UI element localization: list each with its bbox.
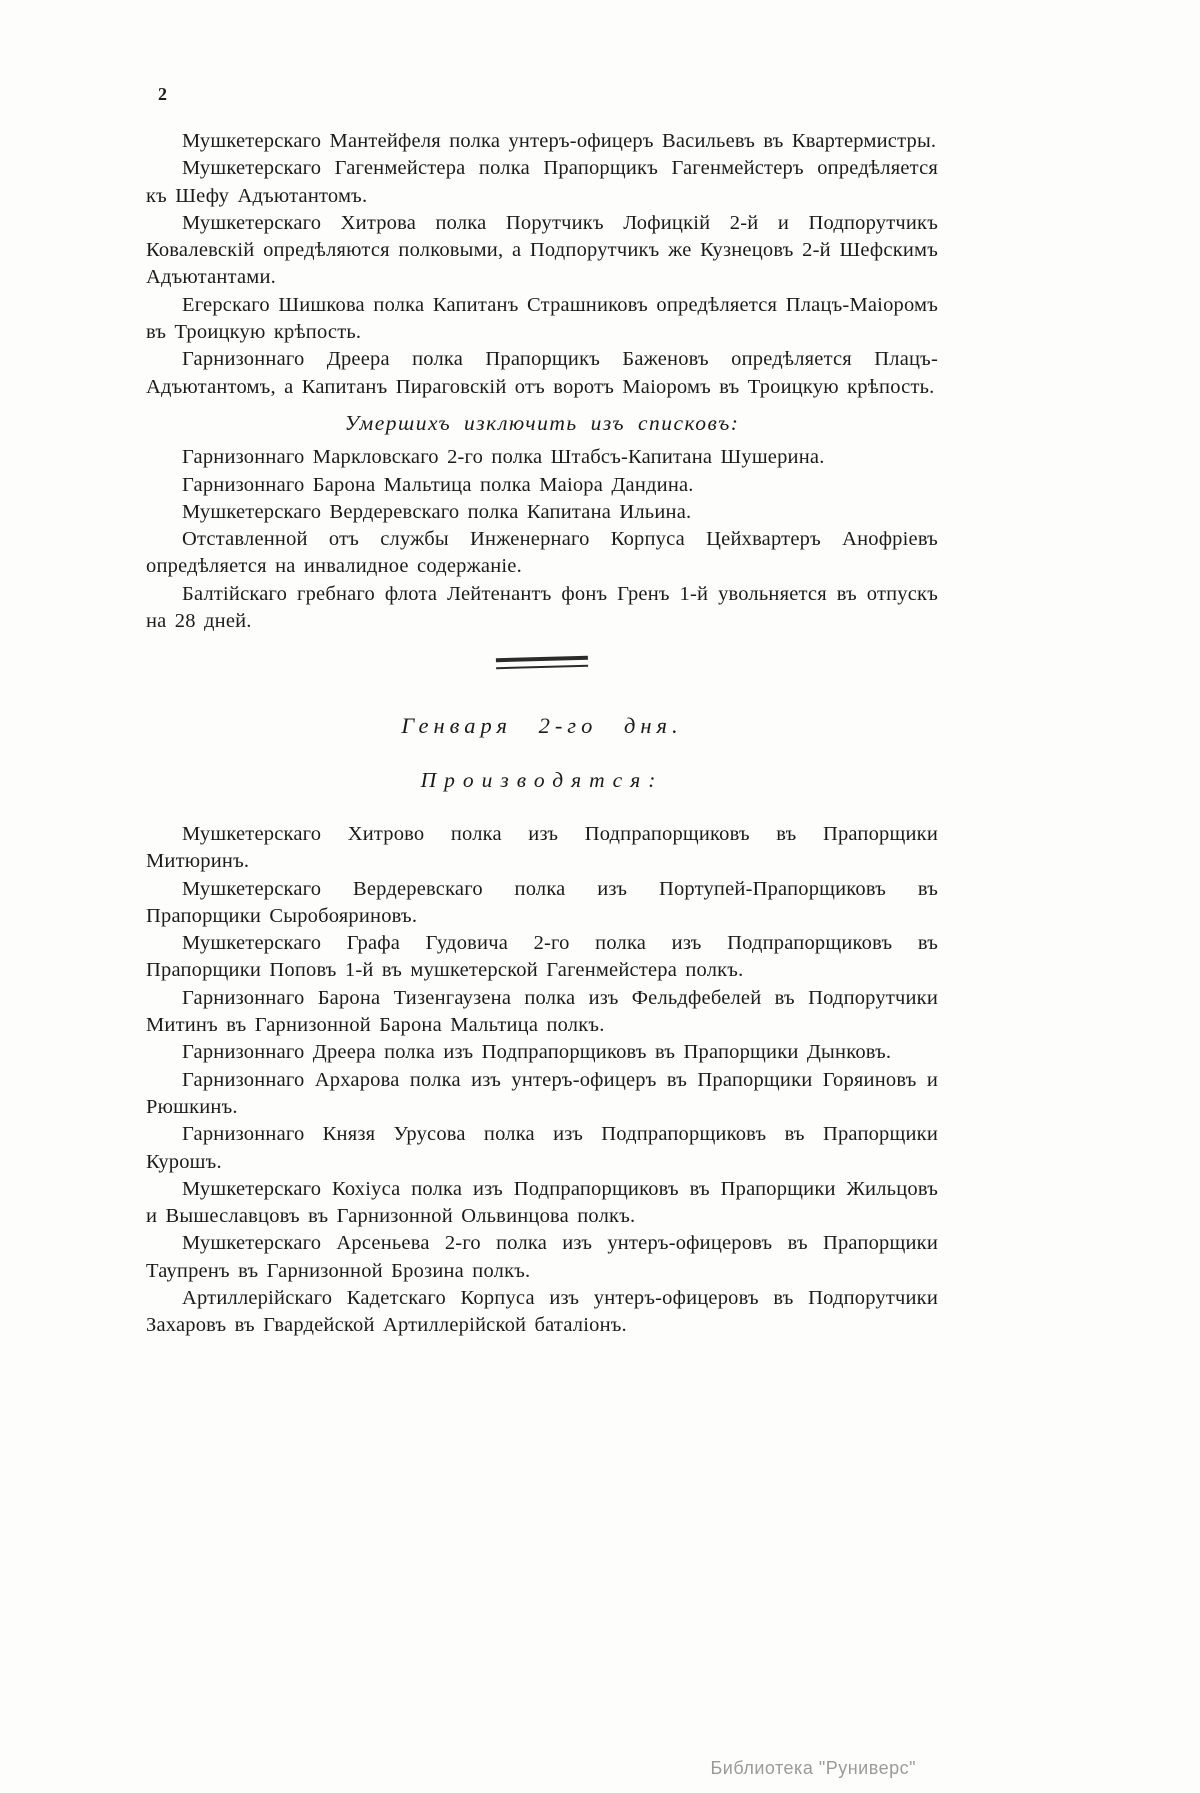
- order-paragraph: Балтійскаго гребнаго флота Лейтенантъ фонъ Гренъ 1-й увольняется въ отпускъ на 28 дней.: [146, 582, 938, 633]
- order-paragraph: Мушкетерскаго Вердеревскаго полка изъ Портупей-Прапорщиковъ въ Прапорщики Сыробояриновъ.: [146, 877, 938, 927]
- deaths-section-heading: Умершихъ изключить изъ списковъ:: [344, 410, 740, 435]
- promotions-heading: Производятся:: [420, 767, 664, 792]
- order-paragraph: Егерскаго Шишкова полка Капитанъ Страшниковъ опредѣляется Плацъ-Маіоромъ въ Троицкую крѣпость.: [146, 293, 938, 344]
- page-text-block: [146, 128, 938, 1340]
- order-paragraph: Гарнизоннаго Барона Мальтица полка Маіора Дандина.: [182, 473, 694, 496]
- section-divider-rule: [496, 656, 588, 669]
- order-paragraph: Мушкетерскаго Гагенмейстера полка Прапорщикъ Гагенмейстеръ опредѣляется къ Шефу Адъютантомъ.: [146, 157, 938, 207]
- order-paragraph: Гарнизоннаго Дреера полка изъ Подпрапорщиковъ въ Прапорщики Дынковъ.: [182, 1041, 892, 1064]
- date-heading: Генваря 2-го дня.: [401, 713, 683, 739]
- order-paragraph: Мушкетерскаго Вердеревскаго полка Капитана Ильина.: [182, 500, 692, 523]
- order-paragraph: Артиллерійскаго Кадетскаго Корпуса изъ унтеръ-офицеровъ въ Подпорутчики Захаровъ въ Гвардейской Артиллерійской баталіонъ.: [146, 1286, 938, 1337]
- promotions-section: [146, 821, 938, 1340]
- order-paragraph: Отставленной отъ службы Инженернаго Корпуса Цейхвартеръ Анофріевъ опредѣляется на инвалидное содержаніе.: [146, 528, 938, 578]
- page-number: 2: [158, 84, 168, 104]
- order-paragraph: Гарнизоннаго Барона Тизенгаузена полка изъ Фельдфебелей въ Подпорутчики Митинъ въ Гарнизонной Барона Мальтица полкъ.: [146, 986, 938, 1037]
- order-paragraph: Мушкетерскаго Хитрова полка Порутчикъ Лофицкій 2-й и Подпорутчикъ Ковалевскій опредѣляются полковыми, а Подпорутчикъ же Кузнецовъ 2-й Шефскимъ Адъютантами.: [146, 211, 938, 289]
- order-paragraph: Гарнизоннаго Князя Урусова полка изъ Подпрапорщиковъ въ Прапорщики Курошъ.: [146, 1123, 938, 1173]
- order-paragraph: Мушкетерскаго Кохіуса полка изъ Подпрапорщиковъ въ Прапорщики Жильцовъ и Вышеславцовъ въ Гарнизонной Ольвинцова полкъ.: [146, 1177, 938, 1228]
- order-paragraph: Мушкетерскаго Мантейфеля полка унтеръ-офицеръ Васильевъ въ Квартермистры.: [182, 130, 937, 152]
- order-paragraph: Гарнизоннаго Маркловскаго 2-го полка Штабсъ-Капитана Шушерина.: [182, 446, 825, 469]
- order-paragraph: Гарнизоннаго Дреера полка Прапорщикъ Баженовъ опредѣляется Плацъ-Адъютантомъ, а Капитанъ Пираговскій отъ воротъ Маіоромъ въ Троицкую крѣпость.: [146, 348, 938, 398]
- order-paragraph: Гарнизоннаго Архарова полка изъ унтеръ-офицеръ въ Прапорщики Горяиновъ и Рюшкинъ.: [146, 1068, 938, 1118]
- order-paragraph: Мушкетерскаго Арсеньева 2-го полка изъ унтеръ-офицеровъ въ Прапорщики Таупренъ въ Гарнизонной Брозина полкъ.: [146, 1232, 938, 1282]
- order-paragraph: Мушкетерскаго Графа Гудовича 2-го полка изъ Подпрапорщиковъ въ Прапорщики Поповъ 1-й въ мушкетерской Гагенмейстера полкъ.: [146, 932, 938, 982]
- library-watermark: Библиотека "Руниверс": [710, 1758, 916, 1778]
- order-paragraph: Мушкетерскаго Хитрово полка изъ Подпрапорщиковъ въ Прапорщики Митюринъ.: [146, 822, 938, 873]
